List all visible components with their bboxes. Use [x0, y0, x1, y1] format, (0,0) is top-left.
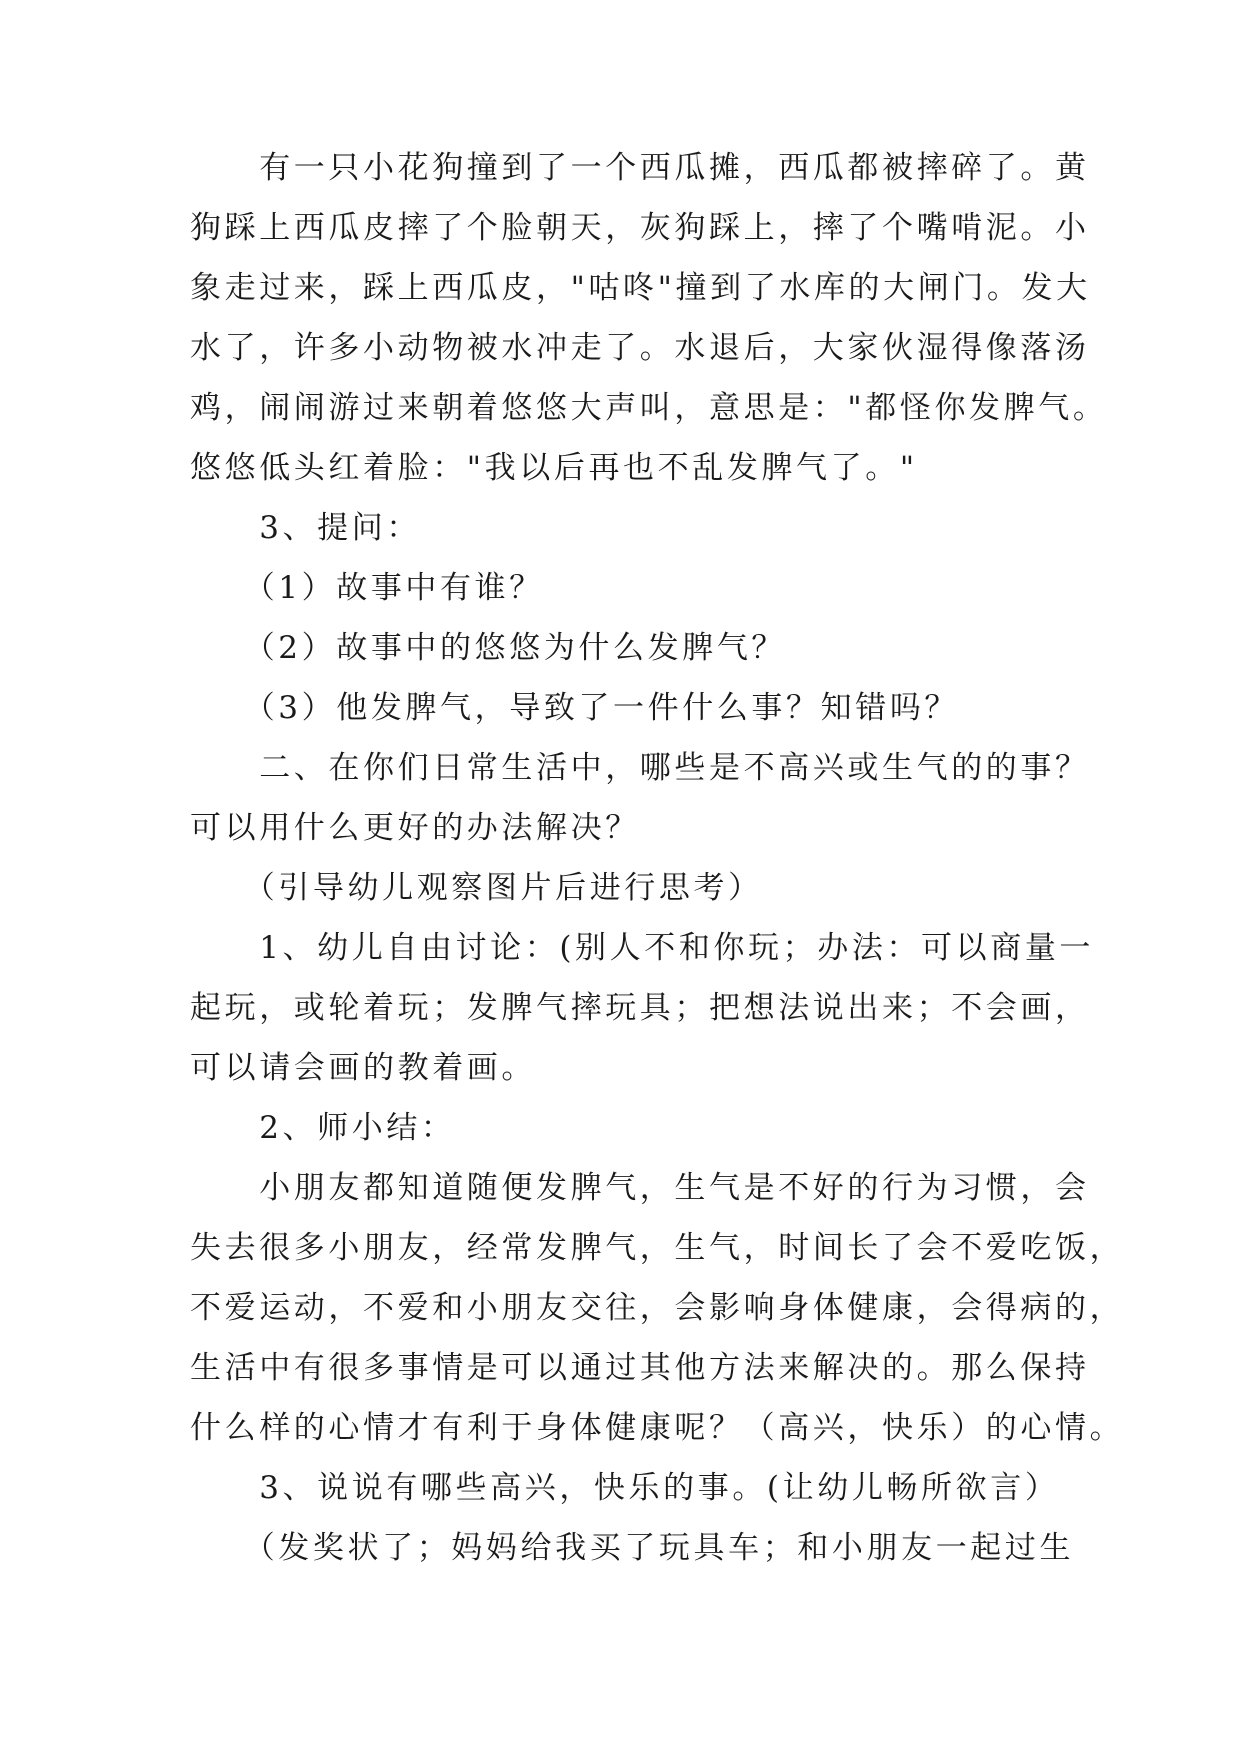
- text-line: 3、提问：: [190, 510, 421, 546]
- text-line: 起玩，或轮着玩；发脾气摔玩具；把想法说出来；不会画，: [190, 990, 1090, 1026]
- text-line: 鸡，闹闹游过来朝着悠悠大声叫，意思是："都怪你发脾气。: [190, 390, 1108, 426]
- text-line: （1）故事中有谁？: [190, 570, 544, 606]
- text-line: 狗踩上西瓜皮摔了个脸朝天，灰狗踩上，摔了个嘴啃泥。小: [190, 210, 1090, 246]
- text-line: 失去很多小朋友，经常发脾气，生气，时间长了会不爱吃饭，: [190, 1230, 1125, 1266]
- text-line: （引导幼儿观察图片后进行思考）: [190, 870, 763, 906]
- text-line: （发奖状了；妈妈给我买了玩具车；和小朋友一起过生: [190, 1530, 1075, 1566]
- text-line: 可以请会画的教着画。: [190, 1050, 536, 1086]
- text-line: 小朋友都知道随便发脾气，生气是不好的行为习惯，会: [190, 1170, 1090, 1206]
- text-line: 3、说说有哪些高兴，快乐的事。(让幼儿畅所欲言）: [190, 1470, 1060, 1506]
- text-line: 有一只小花狗撞到了一个西瓜摊，西瓜都被摔碎了。黄: [190, 150, 1090, 186]
- text-line: 不爱运动，不爱和小朋友交往，会影响身体健康，会得病的，: [190, 1290, 1125, 1326]
- text-line: 生活中有很多事情是可以通过其他方法来解决的。那么保持: [190, 1350, 1090, 1386]
- text-line: 水了，许多小动物被水冲走了。水退后，大家伙湿得像落汤: [190, 330, 1090, 366]
- text-line: 二、在你们日常生活中，哪些是不高兴或生气的的事？: [190, 750, 1090, 786]
- text-line: （3）他发脾气，导致了一件什么事？知错吗？: [190, 690, 960, 726]
- text-line: 悠悠低头红着脸："我以后再也不乱发脾气了。": [190, 450, 918, 486]
- text-line: 可以用什么更好的办法解决？: [190, 810, 640, 846]
- text-line: 什么样的心情才有利于身体健康呢？（高兴，快乐）的心情。: [190, 1410, 1125, 1446]
- text-line: （2）故事中的悠悠为什么发脾气？: [190, 630, 787, 666]
- text-line: 2、师小结：: [190, 1110, 456, 1146]
- text-line: 1、幼儿自由讨论：(别人不和你玩；办法：可以商量一: [190, 930, 1095, 966]
- text-line: 象走过来，踩上西瓜皮，"咕咚"撞到了水库的大闸门。发大: [190, 270, 1091, 306]
